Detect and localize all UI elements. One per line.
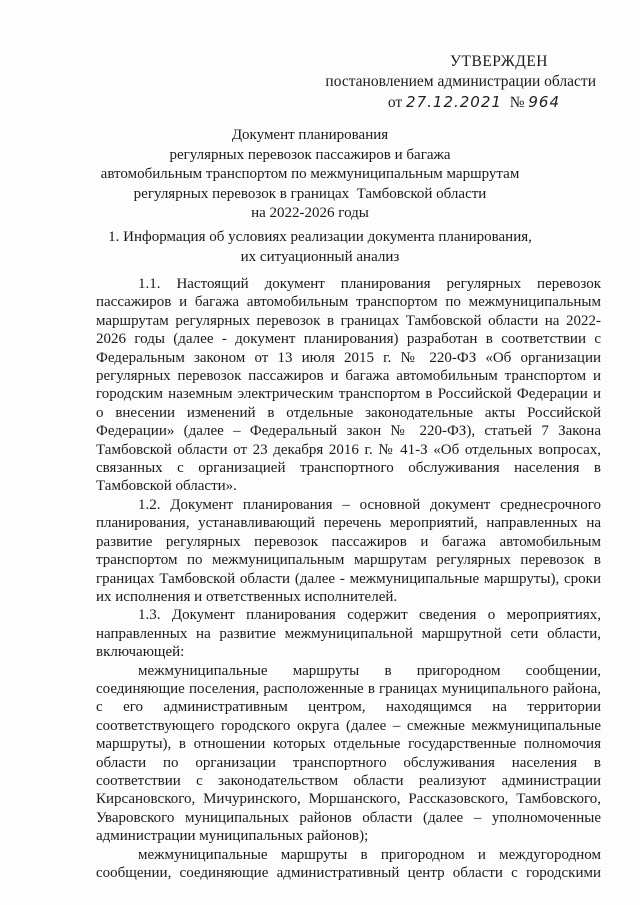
handwritten-date: 27.12.2021: [406, 93, 502, 111]
document-body: [96, 275, 601, 882]
handwritten-number: 964: [528, 93, 560, 111]
approval-date-line: [0, 92, 560, 113]
section-heading-line: 1. Информация об условиях реализации документа планирования,: [108, 229, 532, 245]
approval-title: УТВЕРЖДЕН: [450, 53, 548, 70]
section-heading: [80, 228, 560, 267]
title-line: на 2022-2026 годы: [251, 205, 369, 221]
paragraph-1-2: 1.2. Документ планирования – основной документ среднесрочного планирования, устанавливающий перечень мероприятий, направленных на развитие регулярных перевозок пассажиров и багажа автомобильным транспортом по межмуниципальным маршрутам регулярных перевозок в границах Тамбовской области (далее - межмуниципальные маршруты), сроки их исполнения и ответственных исполнителей.: [96, 496, 601, 605]
number-prefix: №: [509, 94, 525, 111]
approval-stamp: [0, 52, 596, 113]
title-line: Документ планирования: [231, 127, 389, 143]
paragraph-smezhnye: межмуниципальные маршруты в пригородном сообщении, соединяющие поселения, расположенные в границах муниципального района, с его административным центром, находящимся на территории соответствующего городского округа (далее – смежные межмуниципальные маршруты), в отношении которых отдельные государственные полномочия области по организации транспортного обслуживания населения в соответствии с законодательством области реализуют администрации Кирсановского, Мичуринского, Моршанского, Рассказовского, Тамбовского, Уваровского муниципальных районов области (далее – уполномоченные администрации муниципальных районов);: [96, 662, 601, 845]
title-line: регулярных перевозок в границах Тамбовской области: [133, 185, 487, 202]
approval-authority: постановлением администрации области: [325, 73, 596, 90]
section-heading-line: их ситуационный анализ: [240, 248, 400, 265]
paragraph-intercity: межмуниципальные маршруты в пригородном и междугородном сообщении, соединяющие административный центр области с городскими: [96, 846, 601, 881]
date-prefix: от: [387, 94, 403, 111]
paragraph-1-1: 1.1. Настоящий документ планирования регулярных перевозок пассажиров и багажа автомобильным транспортом по межмуниципальным маршрутам регулярных перевозок в границах Тамбовской области на 2022-2026 годы (далее - документ планирования) разработан в соответствии с Федеральным законом от 13 июля 2015 г. № 220-ФЗ «Об организации регулярных перевозок пассажиров и багажа автомобильным транспортом и городским наземным электрическим транспортом в Российской Федерации и о внесении изменений в отдельные законодательные акты Российской Федерации» (далее – Федеральный закон № 220-ФЗ), статьей 7 Закона Тамбовской области от 23 декабря 2016 г. № 41-З «Об отдельных вопросах, связанных с организацией транспортного обслуживания населения в Тамбовской области».: [96, 276, 601, 495]
paragraph-1-3: 1.3. Документ планирования содержит сведения о мероприятиях, направленных на развитие межмуниципальной маршрутной сети области, включающей:: [96, 607, 601, 661]
document-title: [90, 126, 530, 224]
title-line: регулярных перевозок пассажиров и багажа: [169, 146, 451, 163]
title-line: автомобильным транспортом по межмуниципальным маршрутам: [100, 166, 520, 182]
